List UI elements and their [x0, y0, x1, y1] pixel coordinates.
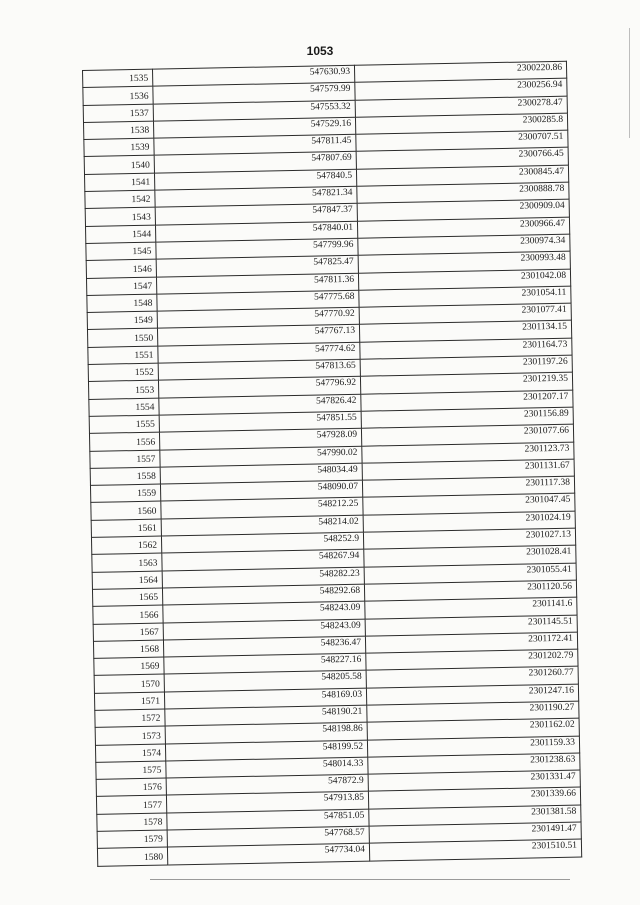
point-number-cell: 1568 — [93, 640, 163, 659]
y-coordinate-cell: 2301197.26 — [360, 355, 572, 376]
x-coordinate-cell: 548282.23 — [162, 567, 364, 588]
x-coordinate-cell: 548236.47 — [163, 636, 365, 657]
footer-rule — [150, 879, 570, 880]
y-coordinate-cell: 2301331.47 — [368, 770, 580, 791]
point-number-cell: 1575 — [96, 761, 166, 780]
x-coordinate-cell: 548214.02 — [161, 515, 363, 536]
coordinate-table-wrapper — [82, 61, 582, 867]
y-coordinate-cell: 2300256.94 — [355, 78, 567, 99]
point-number-cell: 1542 — [85, 190, 155, 209]
y-coordinate-cell: 2301077.66 — [361, 424, 573, 445]
point-number-cell: 1545 — [86, 242, 156, 261]
x-coordinate-cell: 547840.5 — [154, 169, 356, 190]
y-coordinate-cell: 2300285.8 — [355, 113, 567, 134]
x-coordinate-cell: 547768.57 — [167, 826, 369, 847]
y-coordinate-cell: 2301042.08 — [358, 269, 570, 290]
point-number-cell: 1552 — [88, 363, 158, 382]
x-coordinate-cell: 547770.92 — [157, 307, 359, 328]
point-number-cell: 1559 — [90, 484, 160, 503]
y-coordinate-cell: 2301162.02 — [367, 718, 579, 739]
y-coordinate-cell: 2301159.33 — [367, 736, 579, 757]
x-coordinate-cell: 547807.69 — [154, 152, 356, 173]
point-number-cell: 1566 — [93, 605, 163, 624]
y-coordinate-cell: 2301117.38 — [362, 476, 574, 497]
point-number-cell: 1544 — [85, 225, 155, 244]
x-coordinate-cell: 547840.01 — [155, 221, 357, 242]
y-coordinate-cell: 2301339.66 — [368, 788, 580, 809]
y-coordinate-cell: 2301190.27 — [367, 701, 579, 722]
y-coordinate-cell: 2301141.6 — [365, 597, 577, 618]
point-number-cell: 1562 — [91, 536, 161, 555]
point-number-cell: 1576 — [96, 778, 166, 797]
x-coordinate-cell: 548014.33 — [166, 757, 368, 778]
point-number-cell: 1557 — [90, 450, 160, 469]
y-coordinate-cell: 2301219.35 — [360, 372, 572, 393]
x-coordinate-cell: 548198.86 — [165, 722, 367, 743]
x-coordinate-cell: 548169.03 — [164, 688, 366, 709]
y-coordinate-cell: 2301247.16 — [366, 684, 578, 705]
point-number-cell: 1553 — [88, 380, 158, 399]
point-number-cell: 1541 — [85, 173, 155, 192]
x-coordinate-cell: 547821.34 — [155, 186, 357, 207]
y-coordinate-cell: 2301131.67 — [362, 459, 574, 480]
x-coordinate-cell: 547851.55 — [159, 411, 361, 432]
point-number-cell: 1540 — [84, 156, 154, 175]
x-coordinate-cell: 548090.07 — [160, 480, 362, 501]
x-coordinate-cell: 548227.16 — [164, 653, 366, 674]
x-coordinate-cell: 547799.96 — [156, 238, 358, 259]
y-coordinate-cell: 2300845.47 — [356, 165, 568, 186]
y-coordinate-cell: 2301172.41 — [365, 632, 577, 653]
point-number-cell: 1547 — [86, 277, 156, 296]
x-coordinate-cell: 547796.92 — [158, 377, 360, 398]
y-coordinate-cell: 2300220.86 — [354, 61, 566, 82]
x-coordinate-cell: 547774.62 — [158, 342, 360, 363]
y-coordinate-cell: 2300909.04 — [357, 200, 569, 221]
x-coordinate-cell: 548243.09 — [163, 601, 365, 622]
x-coordinate-cell: 547913.85 — [166, 792, 368, 813]
point-number-cell: 1574 — [95, 744, 165, 763]
y-coordinate-cell: 2301077.41 — [359, 303, 571, 324]
point-number-cell: 1558 — [90, 467, 160, 486]
x-coordinate-cell: 547553.32 — [153, 100, 355, 121]
y-coordinate-cell: 2300888.78 — [357, 182, 569, 203]
x-coordinate-cell: 547579.99 — [153, 83, 355, 104]
y-coordinate-cell: 2300707.51 — [356, 130, 568, 151]
y-coordinate-cell: 2301123.73 — [362, 442, 574, 463]
x-coordinate-cell: 548243.09 — [163, 619, 365, 640]
point-number-cell: 1555 — [89, 415, 159, 434]
y-coordinate-cell: 2301134.15 — [359, 321, 571, 342]
point-number-cell: 1539 — [84, 138, 154, 157]
x-coordinate-cell: 547851.05 — [167, 809, 369, 830]
y-coordinate-cell: 2300993.48 — [358, 251, 570, 272]
x-coordinate-cell: 548212.25 — [161, 498, 363, 519]
x-coordinate-cell: 547872.9 — [166, 774, 368, 795]
x-coordinate-cell: 547825.47 — [156, 255, 358, 276]
y-coordinate-cell: 2301164.73 — [360, 338, 572, 359]
y-coordinate-cell: 2301047.45 — [363, 494, 575, 515]
y-coordinate-cell: 2301027.13 — [363, 528, 575, 549]
x-coordinate-cell: 548199.52 — [165, 740, 367, 761]
point-number-cell: 1561 — [91, 519, 161, 538]
x-coordinate-cell: 547775.68 — [157, 290, 359, 311]
x-coordinate-cell: 547811.36 — [156, 273, 358, 294]
x-coordinate-cell: 547990.02 — [160, 446, 362, 467]
point-number-cell: 1578 — [97, 813, 167, 832]
x-coordinate-cell: 547734.04 — [167, 843, 369, 864]
point-number-cell: 1564 — [92, 571, 162, 590]
y-coordinate-cell: 2301028.41 — [364, 545, 576, 566]
y-coordinate-cell: 2301120.56 — [364, 580, 576, 601]
point-number-cell: 1535 — [83, 69, 153, 88]
x-coordinate-cell: 547847.37 — [155, 204, 357, 225]
y-coordinate-cell: 2301207.17 — [361, 390, 573, 411]
point-number-cell: 1579 — [97, 830, 167, 849]
point-number-cell: 1577 — [96, 795, 166, 814]
y-coordinate-cell: 2301238.63 — [368, 753, 580, 774]
point-number-cell: 1538 — [84, 121, 154, 140]
page-edge-line — [629, 28, 630, 138]
point-number-cell: 1548 — [87, 294, 157, 313]
x-coordinate-cell: 547928.09 — [159, 428, 361, 449]
point-number-cell: 1550 — [87, 329, 157, 348]
point-number-cell: 1543 — [85, 207, 155, 226]
y-coordinate-cell: 2301145.51 — [365, 615, 577, 636]
point-number-cell: 1537 — [83, 104, 153, 123]
x-coordinate-cell: 547767.13 — [157, 325, 359, 346]
y-coordinate-cell: 2301381.58 — [369, 805, 581, 826]
y-coordinate-cell: 2300766.45 — [356, 148, 568, 169]
x-coordinate-cell: 548252.9 — [161, 532, 363, 553]
x-coordinate-cell: 548267.94 — [162, 549, 364, 570]
y-coordinate-cell: 2300974.34 — [358, 234, 570, 255]
point-number-cell: 1571 — [94, 692, 164, 711]
point-number-cell: 1573 — [95, 726, 165, 745]
point-number-cell: 1551 — [88, 346, 158, 365]
point-number-cell: 1546 — [86, 259, 156, 278]
x-coordinate-cell: 547826.42 — [159, 394, 361, 415]
y-coordinate-cell: 2301510.51 — [369, 839, 581, 860]
x-coordinate-cell: 547811.45 — [154, 134, 356, 155]
x-coordinate-cell: 548205.58 — [164, 671, 366, 692]
point-number-cell: 1570 — [94, 674, 164, 693]
coordinate-table — [82, 61, 582, 867]
x-coordinate-cell: 547630.93 — [152, 65, 354, 86]
y-coordinate-cell: 2300966.47 — [357, 217, 569, 238]
point-number-cell: 1554 — [89, 398, 159, 417]
y-coordinate-cell: 2300278.47 — [355, 96, 567, 117]
x-coordinate-cell: 547529.16 — [153, 117, 355, 138]
x-coordinate-cell: 547813.65 — [158, 359, 360, 380]
page-number: 1053 — [306, 44, 334, 58]
y-coordinate-cell: 2301260.77 — [366, 666, 578, 687]
point-number-cell: 1560 — [91, 501, 161, 520]
point-number-cell: 1549 — [87, 311, 157, 330]
point-number-cell: 1580 — [97, 847, 167, 866]
y-coordinate-cell: 2301024.19 — [363, 511, 575, 532]
y-coordinate-cell: 2301055.41 — [364, 563, 576, 584]
y-coordinate-cell: 2301202.79 — [366, 649, 578, 670]
point-number-cell: 1572 — [95, 709, 165, 728]
y-coordinate-cell: 2301054.11 — [359, 286, 571, 307]
x-coordinate-cell: 548190.21 — [165, 705, 367, 726]
y-coordinate-cell: 2301156.89 — [361, 407, 573, 428]
x-coordinate-cell: 548034.49 — [160, 463, 362, 484]
coordinate-table-body — [83, 61, 582, 866]
y-coordinate-cell: 2301491.47 — [369, 822, 581, 843]
point-number-cell: 1569 — [94, 657, 164, 676]
x-coordinate-cell: 548292.68 — [162, 584, 364, 605]
point-number-cell: 1536 — [83, 86, 153, 105]
point-number-cell: 1563 — [92, 553, 162, 572]
point-number-cell: 1565 — [92, 588, 162, 607]
point-number-cell: 1567 — [93, 623, 163, 642]
point-number-cell: 1556 — [89, 432, 159, 451]
